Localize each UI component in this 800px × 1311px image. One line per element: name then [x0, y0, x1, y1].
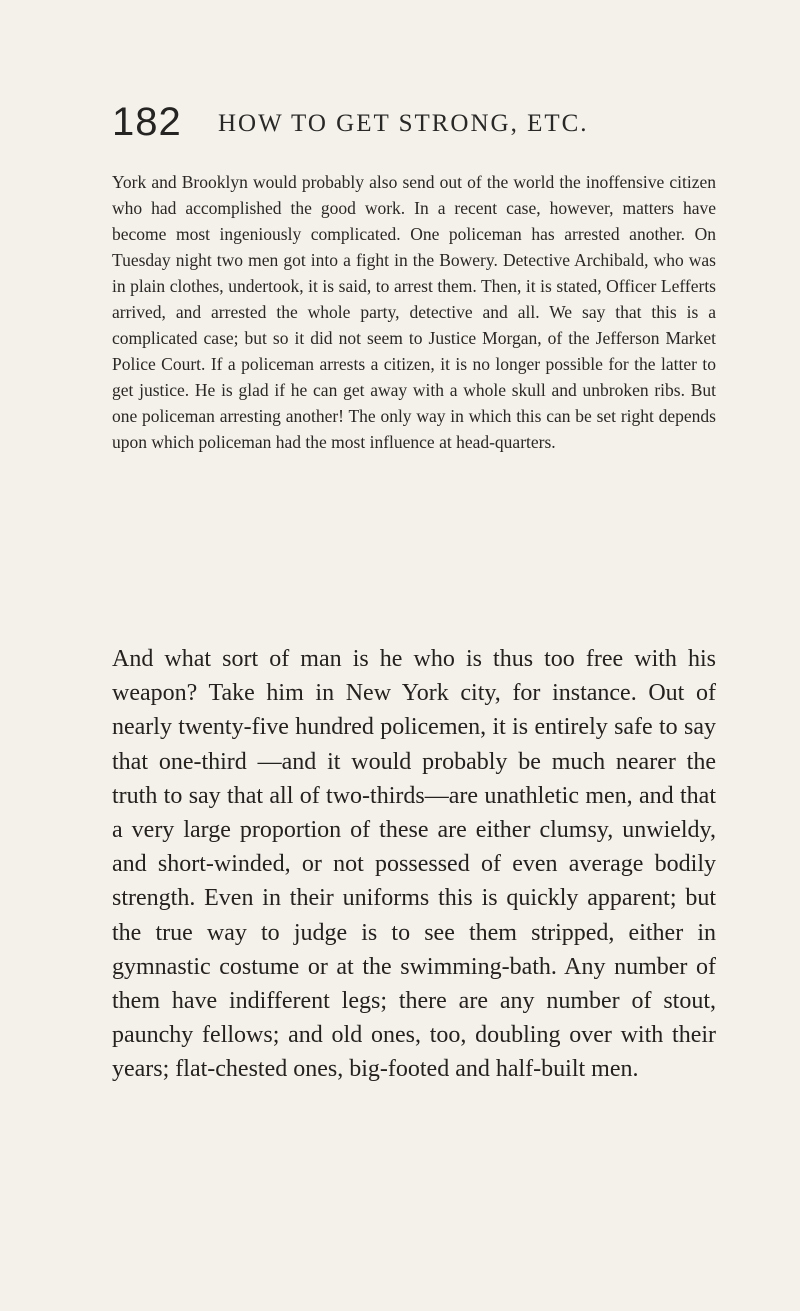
running-head [112, 98, 716, 148]
running-title: HOW TO GET STRONG, ETC. [218, 110, 589, 137]
body-paragraph-small-print: York and Brooklyn would probably also send out of the world the inoffensive citizen who had accomplished the good work. In a recent case, however, matters have become most ingeniously complicated. One policeman has arrested another. On Tuesday night two men got into a fight in the Bowery. Detective Archibald, who was in plain clothes, undertook, it is said, to arrest them. Then, it is stated, Officer Lefferts arrived, and arrested the whole party, detective and all. We say that this is a complicated case; but so it did not seem to Justice Morgan, of the Jefferson Market Police Court. If a policeman arrests a citizen, it is no longer possible for the latter to get justice. He is glad if he can get away with a whole skull and unbroken ribs. But one policeman arresting another! The only way in which this can be set right depends upon which policeman had the most influence at head-quarters. [112, 172, 716, 452]
body-paragraph-large-print: And what sort of man is he who is thus too free with his weapon? Take him in New York city, for instance. Out of nearly twenty-five hundred policemen, it is entirely safe to say that one-third —and it would probably be much nearer the truth to say that all of two-thirds—are unathletic men, and that a very large proportion of these are either clumsy, unwieldy, and short-winded, or not possessed of even average bodily strength. Even in their uniforms this is quickly apparent; but the true way to judge is to see them stripped, either in gymnastic costume or at the swimming-bath. Any number of them have indifferent legs; there are any number of stout, paunchy fellows; and old ones, too, doubling over with their years; flat-chested ones, big-footed and half-built men. [112, 646, 716, 1083]
page-number: 182 [112, 100, 182, 144]
